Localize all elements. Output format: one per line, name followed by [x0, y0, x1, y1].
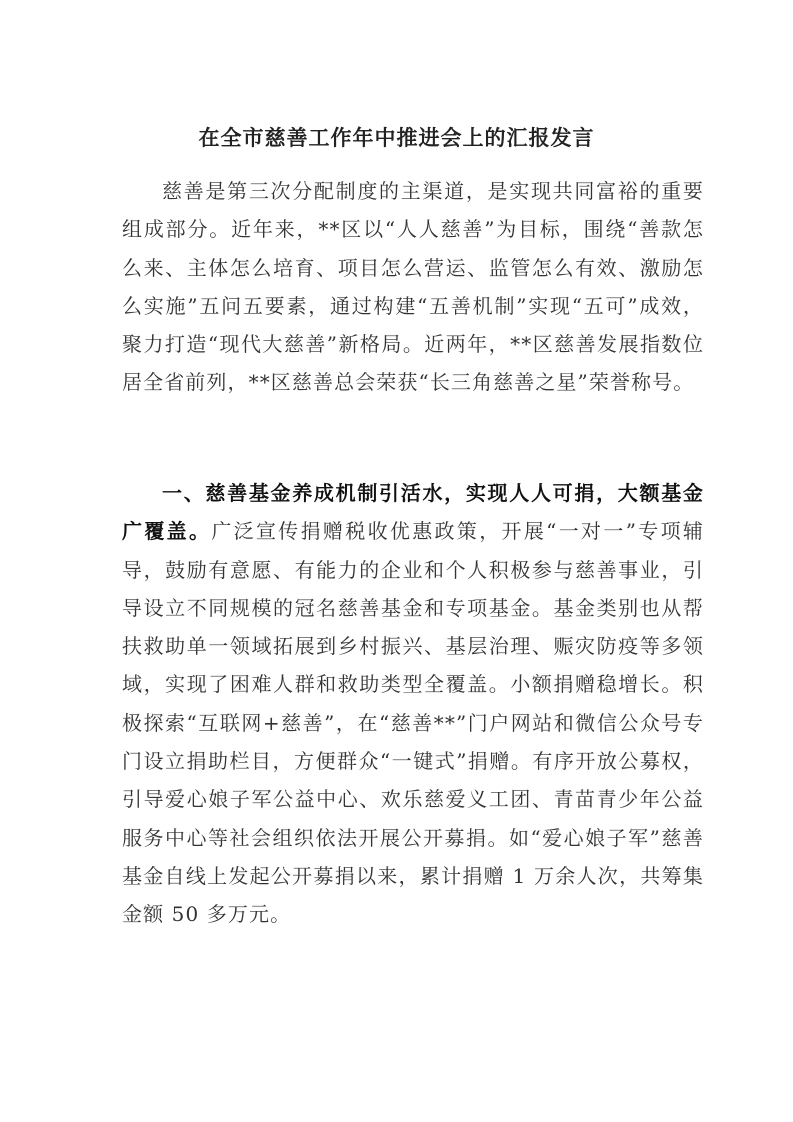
paragraph-section-1: [122, 474, 704, 934]
section-1-text: 广泛宣传捐赠税收优惠政策，开展“一对一”专项辅导，鼓励有意愿、有能力的企业和个人积极参与慈善事业，引导设立不同规模的冠名慈善基金和专项基金。基金类别也从帮扶救助单一领域拓展到乡村振兴、基层治理、赈灾防疫等多领域，实现了困难人群和救助类型全覆盖。小额捐赠稳增长。积极探索“互联网+慈善”，在“慈善**”门户网站和微信公众号专门设立捐助栏目，方便群众“一键式”捐赠。有序开放公募权，引导爱心娘子军公益中心、欢乐慈爱义工团、青苗青少年公益服务中心等社会组织依法开展公开募捐。如“爱心娘子军”慈善基金自线上发起公开募捐以来，累计捐赠 1 万余人次，共筹集金额 50 多万元。: [122, 519, 705, 927]
section-1-heading: 一、慈善基金养成机制引活水，实现人人可捐，大额基金广覆盖。: [122, 481, 704, 544]
paragraph-intro-text: 慈善是第三次分配制度的主渠道，是实现共同富裕的重要组成部分。近年来，**区以“人人慈善”为目标，围绕“善款怎么来、主体怎么培育、项目怎么营运、监管怎么有效、激励怎么实施”五问五要素，通过构建“五善机制”实现“五可”成效，聚力打造“现代大慈善”新格局。近两年，**区慈善发展指数位居全省前列，**区慈善总会荣获“长三角慈善之星”荣誉称号。: [122, 179, 704, 395]
paragraph-intro: [122, 172, 704, 402]
page-title: 在全市慈善工作年中推进会上的汇报发言: [198, 125, 595, 150]
